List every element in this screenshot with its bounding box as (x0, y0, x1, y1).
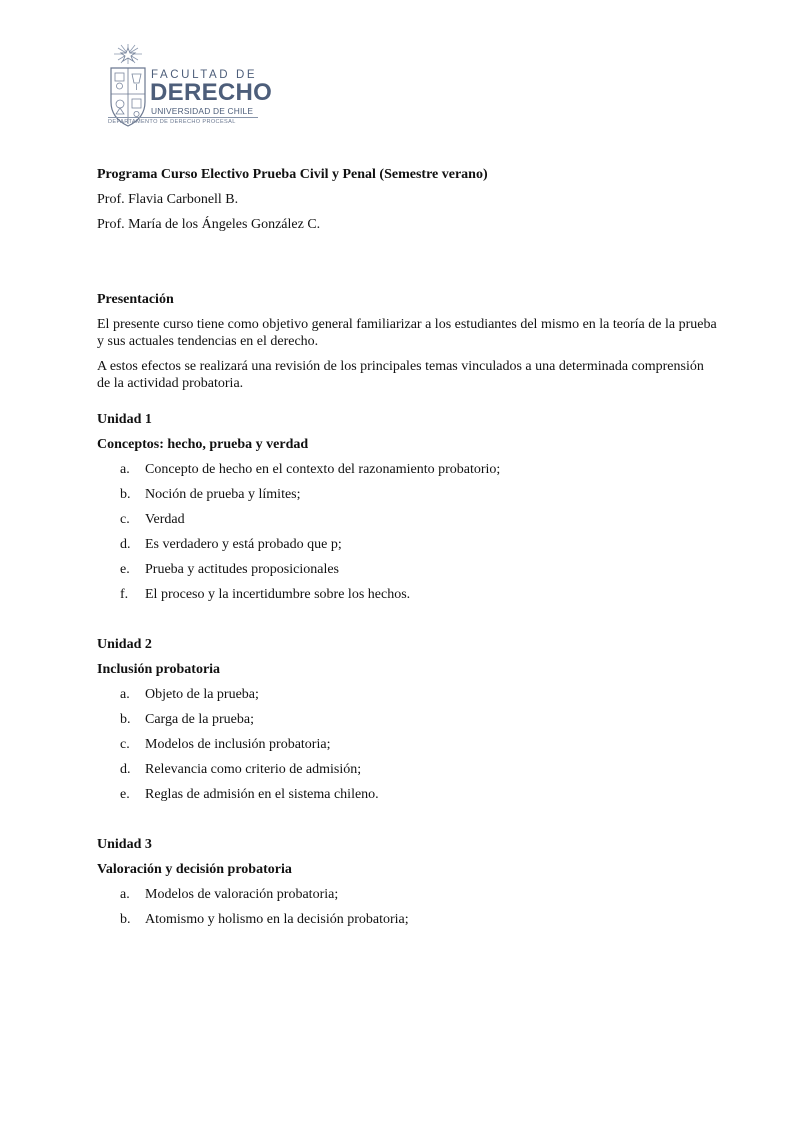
professor-1: Prof. Flavia Carbonell B. (97, 192, 239, 207)
unit-3-title: Valoración y decisión probatoria (97, 862, 292, 877)
logo-university-label: UNIVERSIDAD DE CHILE (151, 106, 254, 116)
list-marker: a. (120, 887, 130, 902)
list-marker: f. (120, 587, 129, 602)
list-item-text: Modelos de valoración probatoria; (145, 887, 339, 902)
unit-2-title: Inclusión probatoria (97, 662, 221, 677)
faculty-logo (108, 42, 273, 128)
presentacion-paragraph-1: El presente curso tiene como objetivo general familiarizar a los estudiantes del mismo en la teoría de la prueba y sus actuales tendencias en el derecho. (97, 317, 717, 349)
list-item-text: Concepto de hecho en el contexto del razonamiento probatorio; (145, 462, 501, 477)
list-item-text: Objeto de la prueba; (145, 687, 259, 702)
university-seal-icon (108, 42, 148, 128)
list-marker: c. (120, 737, 130, 752)
list-marker: b. (120, 912, 131, 927)
list-item-text: Prueba y actitudes proposicionales (145, 562, 340, 577)
list-marker: d. (120, 537, 131, 552)
list-marker: d. (120, 762, 131, 777)
list-marker: e. (120, 562, 130, 577)
logo-divider (108, 117, 258, 118)
list-item-text: Noción de prueba y límites; (145, 487, 301, 502)
unit-2-label: Unidad 2 (97, 637, 152, 652)
presentacion-heading: Presentación (97, 292, 174, 307)
logo-faculty-label: FACULTAD DE (151, 69, 258, 81)
list-item-text: El proceso y la incertidumbre sobre los hechos. (145, 587, 411, 602)
list-marker: b. (120, 487, 131, 502)
presentacion-paragraph-2: A estos efectos se realizará una revisión de los principales temas vinculados a una determinada comprensión de la actividad probatoria. (97, 359, 704, 391)
list-item-text: Verdad (145, 512, 185, 527)
professor-2: Prof. María de los Ángeles González C. (97, 217, 321, 232)
list-item-text: Relevancia como criterio de admisión; (145, 762, 362, 777)
list-marker: c. (120, 512, 130, 527)
unit-3-label: Unidad 3 (97, 837, 152, 852)
list-item-text: Atomismo y holismo en la decisión probatoria; (145, 912, 409, 927)
logo-derecho-label: DERECHO (150, 79, 273, 106)
unit-1-label: Unidad 1 (97, 412, 152, 427)
list-item-text: Carga de la prueba; (145, 712, 254, 727)
unit-1-title: Conceptos: hecho, prueba y verdad (97, 437, 309, 452)
list-marker: a. (120, 687, 130, 702)
list-item-text: Es verdadero y está probado que p; (145, 537, 342, 552)
list-item-text: Modelos de inclusión probatoria; (145, 737, 331, 752)
list-marker: e. (120, 787, 130, 802)
list-marker: a. (120, 462, 130, 477)
course-title: Programa Curso Electivo Prueba Civil y Penal (Semestre verano) (97, 167, 488, 182)
logo-department-label: DEPARTAMENTO DE DERECHO PROCESAL (108, 119, 236, 125)
list-marker: b. (120, 712, 131, 727)
list-item-text: Reglas de admisión en el sistema chileno. (145, 787, 379, 802)
